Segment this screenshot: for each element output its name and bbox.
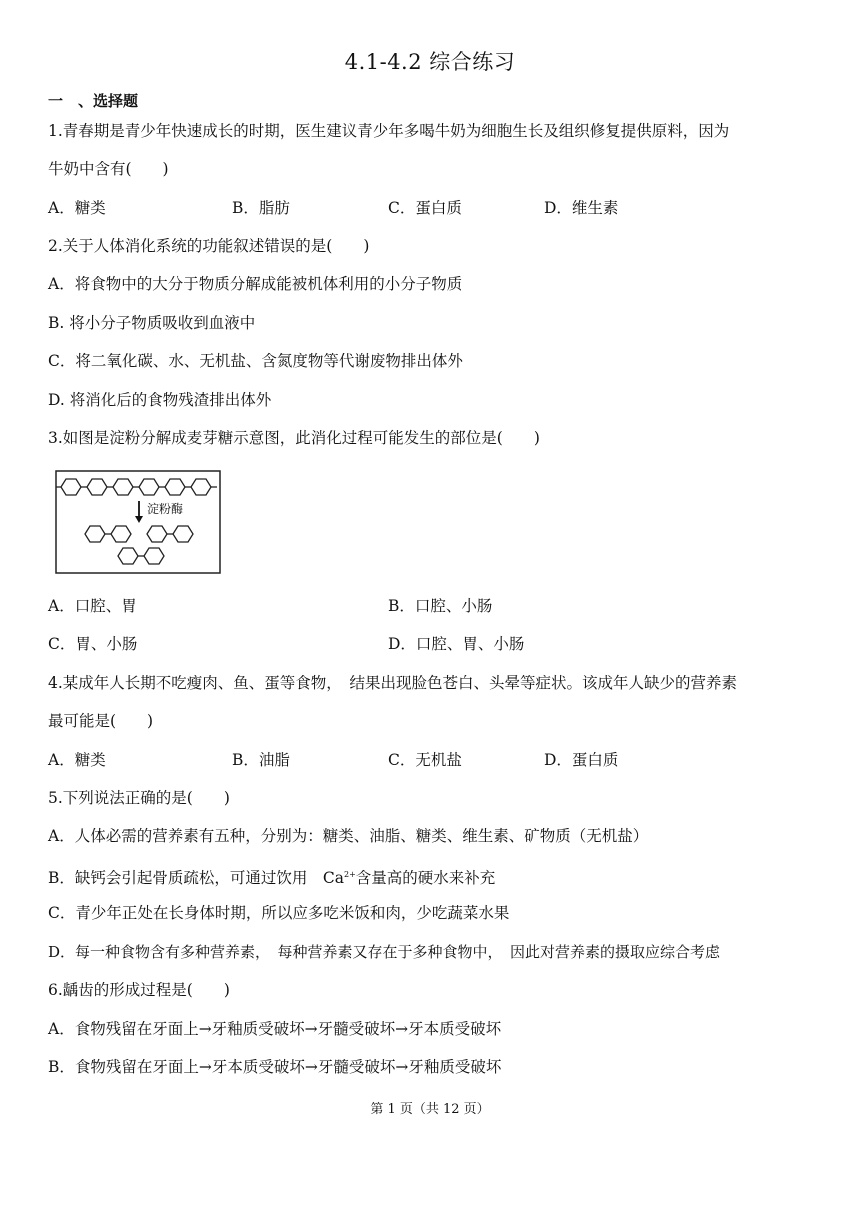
q5-stem: 5.下列说法正确的是( )	[48, 789, 230, 807]
q5-option-c: C．青少年正处在长身体时期，所以应多吃米饭和肉，少吃蔬菜水果	[48, 904, 510, 922]
q4-stem-line1: 4.某成年人长期不吃瘦肉、鱼、蛋等食物， 结果出现脸色苍白、头晕等症状。该成年人缺少的营养素	[48, 674, 738, 692]
q6-stem: 6.龋齿的形成过程是( )	[48, 981, 230, 999]
q6-option-a: A．食物残留在牙面上→牙釉质受破坏→牙髓受破坏→牙本质受破坏	[48, 1020, 502, 1038]
q1-option-d: D．维生素	[544, 199, 619, 217]
calcium-charge: 2+	[344, 870, 356, 879]
q2-option-c: C．将二氧化碳、水、无机盐、含氮度物等代谢废物排出体外	[48, 352, 463, 370]
q5-option-a: A．人体必需的营养素有五种，分别为：糖类、油脂、糖类、维生素、矿物质（无机盐）	[48, 827, 649, 845]
starch-digestion-figure	[55, 470, 221, 574]
q2-option-d: D. 将消化后的食物残渣排出体外	[48, 391, 272, 409]
q4-option-b: B．油脂	[232, 751, 290, 769]
q3-option-c: C．胃、小肠	[48, 635, 138, 653]
q5-option-b	[48, 865, 495, 888]
q4-option-c: C．无机盐	[388, 751, 462, 769]
q2-option-b: B. 将小分子物质吸收到血液中	[48, 314, 256, 332]
q3-option-d: D．口腔、胃、小肠	[388, 635, 525, 653]
q4-stem-line2: 最可能是( )	[48, 712, 154, 730]
page-footer: 第 1 页（共 12 页）	[370, 1102, 490, 1117]
q4-option-a: A．糖类	[48, 751, 106, 769]
enzyme-label: 淀粉酶	[147, 502, 184, 516]
q5-option-b-pre: B．缺钙会引起骨质疏松，可通过饮用 Ca	[48, 869, 344, 888]
q2-stem: 2.关于人体消化系统的功能叙述错误的是( )	[48, 237, 370, 255]
q5-option-b-post: 含量高的硬水来补充	[355, 869, 496, 888]
q3-option-b: B．口腔、小肠	[388, 597, 493, 615]
q1-option-c: C．蛋白质	[388, 199, 462, 217]
q6-option-b: B．食物残留在牙面上→牙本质受破坏→牙髓受破坏→牙釉质受破坏	[48, 1058, 502, 1076]
q1-option-b: B．脂肪	[232, 199, 290, 217]
page-title: 4.1-4.2 综合练习	[344, 50, 516, 74]
q4-option-d: D．蛋白质	[544, 751, 619, 769]
q2-option-a: A．将食物中的大分于物质分解成能被机体利用的小分子物质	[48, 275, 463, 293]
q1-stem-line1: 1.青春期是青少年快速成长的时期，医生建议青少年多喝牛奶为细胞生长及组织修复提供原料，因为	[48, 122, 730, 140]
q3-stem: 3.如图是淀粉分解成麦芽糖示意图，此消化过程可能发生的部位是( )	[48, 429, 540, 447]
section-heading: 一 、选择题	[48, 92, 139, 110]
q5-option-d: D．每一种食物含有多种营养素， 每种营养素又存在于多种食物中， 因此对营养素的摄取应综合考虑	[48, 943, 721, 961]
q1-option-a: A．糖类	[48, 199, 106, 217]
q3-option-a: A．口腔、胃	[48, 597, 137, 615]
q1-stem-line2: 牛奶中含有( )	[48, 160, 169, 178]
